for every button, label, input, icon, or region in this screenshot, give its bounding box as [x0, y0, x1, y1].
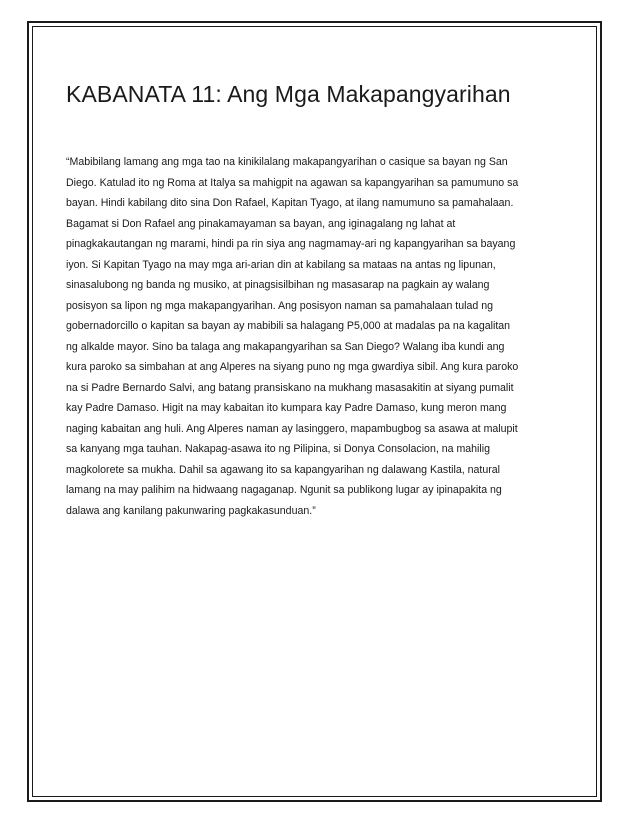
paragraph-line: pinagkakautangan ng marami, hindi pa rin siya ang nagmamay-ari ng kapangyarihan sa bayang: [66, 238, 516, 250]
page-title: KABANATA 11: Ang Mga Makapangyarihan: [66, 81, 511, 107]
paragraph-line: kura paroko sa simbahan at ang Alperes na siyang puno ng mga gwardiya sibil. Ang kura paroko: [66, 361, 519, 373]
paragraph-line: bayan. Hindi kabilang dito sina Don Rafael, Kapitan Tyago, at ilang namumuno sa pamahalaan.: [66, 197, 514, 209]
paragraph-line: magkolorete sa mukha. Dahil sa agawang ito sa kapangyarihan ng dalawang Kastila, natural: [66, 463, 501, 476]
paragraph-line: na si Padre Bernardo Salvi, ang batang pransiskano na mukhang masasakitin at siyang pumalit: [66, 381, 514, 394]
paragraph-line: kay Padre Damaso. Higit na may kabaitan ito kumpara kay Padre Damaso, kung meron mang: [66, 402, 507, 414]
paragraph-line: sinasalubong ng banda ng musiko, at pinagsisilbihan ng masasarap na pagkain ay walang: [66, 279, 490, 291]
paragraph-line: Bagamat si Don Rafael ang pinakamayaman sa bayan, ang iginagalang ng lahat at: [66, 217, 456, 230]
paragraph-line: posisyon sa lipon ng mga makapangyarihan. Ang posisyon naman sa pamahalaan tulad ng: [66, 299, 493, 312]
paragraph-line: gobernadorcillo o kapitan sa bayan ay mabibili sa halagang P5,000 at madalas pa na kagalitan: [66, 320, 511, 332]
paragraph-line: sa kanyang mga tauhan. Nakapag-asawa ito ng Pilipina, si Donya Consolacion, na mahilig: [66, 443, 491, 455]
paragraph-line: lamang na may palihim na hidwaang nagaganap. Ngunit sa publikong lugar ay ipinapakita ng: [66, 484, 502, 496]
paragraph-line: naging kabaitan ang huli. Ang Alperes naman ay lasinggero, mapambugbog sa asawa at malupit: [66, 422, 518, 435]
body-paragraph: [66, 152, 566, 521]
paragraph-line: “Mabibilang lamang ang mga tao na kinikilalang makapangyarihan o casique sa bayan ng San: [66, 156, 508, 168]
paragraph-line: iyon. Si Kapitan Tyago na may mga ari-arian din at kabilang sa mataas na antas ng lipunan,: [66, 258, 496, 271]
paragraph-line: dalawa ang kanilang pakunwaring pagkakasunduan.”: [66, 504, 316, 517]
paragraph-line: Diego. Katulad ito ng Roma at Italya sa mahigpit na agawan sa kapangyarihan sa pamumuno sa: [66, 176, 519, 189]
paragraph-line: ng alkalde mayor. Sino ba talaga ang makapangyarihan sa San Diego? Walang iba kundi ang: [66, 340, 505, 353]
